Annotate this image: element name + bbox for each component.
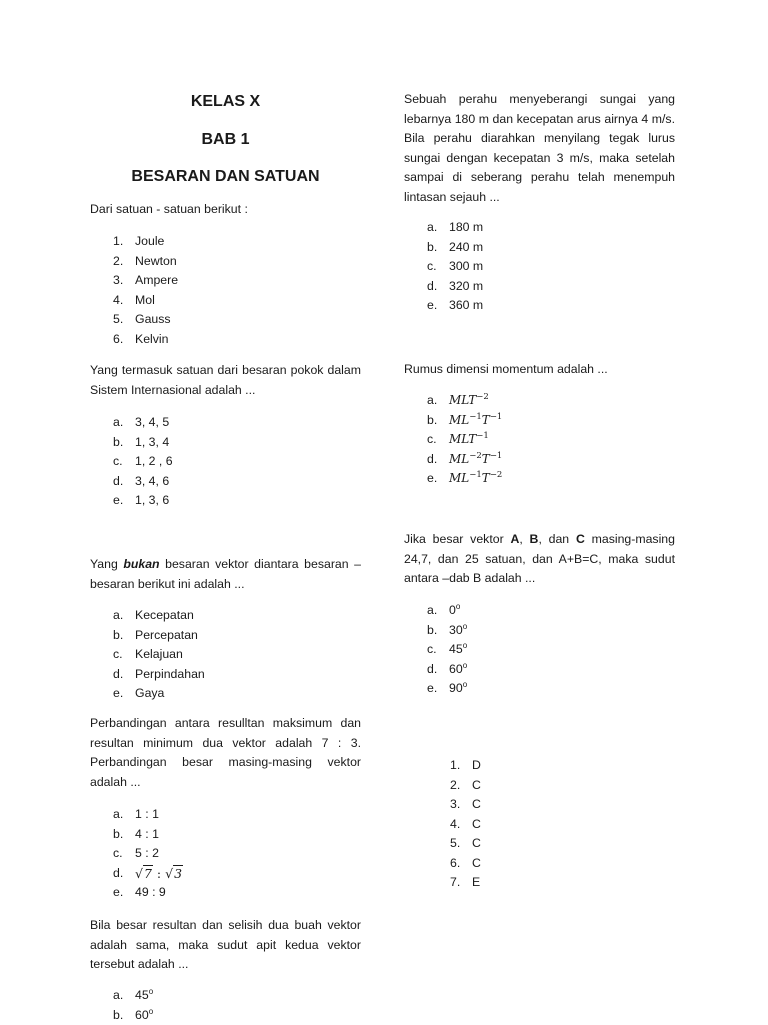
degree-sign: o [463, 680, 467, 689]
q5-options-list [427, 218, 675, 316]
q1-intro: Dari satuan - satuan berikut : [90, 200, 361, 220]
answer-key-list [450, 756, 570, 893]
answer-item [450, 854, 570, 874]
option-marker: d. [427, 660, 449, 680]
answer-number: 3. [450, 795, 472, 815]
option-marker: c. [113, 452, 135, 472]
option-text: 45 [449, 642, 463, 656]
option-item [113, 864, 361, 884]
option-text: 49 : 9 [135, 883, 361, 903]
option-item [113, 665, 361, 685]
dimension-base: ML [449, 452, 469, 466]
option-item [427, 257, 675, 277]
option-text: 60 [135, 1008, 149, 1022]
q6-options-list [427, 391, 675, 489]
list-text: Gauss [135, 310, 361, 330]
option-text: 360 m [449, 296, 675, 316]
dimension-base: MLT [449, 432, 476, 446]
dimension-exponent: −2 [490, 470, 503, 480]
option-item [427, 601, 675, 621]
option-item [427, 430, 675, 450]
option-text: 3, 4, 5 [135, 413, 361, 433]
option-item [113, 1006, 361, 1025]
option-item [113, 433, 361, 453]
option-item [427, 218, 675, 238]
dimension-formula [449, 391, 675, 411]
option-marker: a. [427, 391, 449, 411]
dimension-base: MLT [449, 393, 476, 407]
answer-letter: D [472, 756, 570, 776]
option-item [427, 277, 675, 297]
answer-number: 6. [450, 854, 472, 874]
option-marker: d. [427, 450, 449, 470]
list-marker: 3. [113, 271, 135, 291]
answer-number: 5. [450, 834, 472, 854]
option-text: 320 m [449, 277, 675, 297]
option-marker: c. [427, 640, 449, 660]
list-marker: 1. [113, 232, 135, 252]
option-item [113, 645, 361, 665]
option-item [113, 606, 361, 626]
option-text: 1, 3, 4 [135, 433, 361, 453]
list-item [113, 291, 361, 311]
dimension-exponent: −1 [469, 470, 482, 480]
option-item [113, 452, 361, 472]
q3-question: Perbandingan antara resulltan maksimum dan resultan minimum dua vektor adalah 7 : 3. Perbandingan besar masing-masing vektor adalah ... [90, 714, 361, 792]
option-marker: e. [427, 296, 449, 316]
q7-text: masing-masing 24,7, dan 25 satuan, dan A+B=C, maka sudut antara –dab B adalah ... [404, 532, 675, 585]
option-item [113, 844, 361, 864]
option-marker: a. [113, 805, 135, 825]
answer-number: 4. [450, 815, 472, 835]
answer-item [450, 756, 570, 776]
option-marker: b. [113, 1006, 135, 1025]
option-item [427, 391, 675, 411]
dimension-exponent: −1 [469, 412, 482, 422]
option-marker: e. [113, 684, 135, 704]
option-text: 1 : 1 [135, 805, 361, 825]
option-marker: e. [427, 469, 449, 489]
q3-options-list [113, 805, 361, 903]
q6-question: Rumus dimensi momentum adalah ... [404, 360, 675, 380]
degree-sign: o [149, 1007, 153, 1016]
list-item [113, 271, 361, 291]
ratio-separator: : [153, 866, 165, 881]
degree-sign: o [456, 602, 460, 611]
dimension-exponent: −1 [490, 451, 503, 461]
answer-letter: C [472, 834, 570, 854]
dimension-formula [449, 469, 675, 489]
answer-letter: C [472, 815, 570, 835]
option-marker: d. [113, 864, 135, 884]
list-marker: 5. [113, 310, 135, 330]
option-text: 60 [449, 662, 463, 676]
answer-letter: C [472, 776, 570, 796]
option-marker: e. [113, 883, 135, 903]
option-text: 45 [135, 988, 149, 1002]
option-marker: a. [113, 606, 135, 626]
q2-question-pre: Yang [90, 557, 123, 571]
option-marker: b. [427, 621, 449, 641]
q7-text: , dan [538, 532, 576, 546]
answer-item [450, 873, 570, 893]
dimension-formula [449, 430, 675, 450]
q4-options-list [113, 986, 361, 1025]
option-marker: d. [113, 665, 135, 685]
option-item [427, 296, 675, 316]
q2-question [90, 555, 361, 594]
answer-letter: E [472, 873, 570, 893]
dimension-base: ML [449, 413, 469, 427]
q5-question: Sebuah perahu menyeberangi sungai yang lebarnya 180 m dan kecepatan arus airnya 4 m/s. Bila perahu diarahkan menyilang tegak lurus sungai dengan kecepatan 3 m/s, maka setelah sampai di seberang perahu telah menempuh lintasan sejauh ... [404, 90, 675, 207]
option-text: 180 m [449, 218, 675, 238]
option-text: 240 m [449, 238, 675, 258]
answer-number: 1. [450, 756, 472, 776]
vector-label-a: A [510, 532, 519, 546]
dimension-formula [449, 450, 675, 470]
option-text: Perpindahan [135, 665, 361, 685]
option-marker: c. [113, 844, 135, 864]
option-marker: a. [427, 601, 449, 621]
option-item [427, 238, 675, 258]
answer-item [450, 834, 570, 854]
dimension-base: T [482, 452, 490, 466]
dimension-exponent: −2 [469, 451, 482, 461]
q2-question-post: besaran vektor diantara besaran – besaran berikut ini adalah ... [90, 557, 361, 591]
q7-question [404, 530, 675, 589]
option-item [113, 472, 361, 492]
option-marker: a. [113, 986, 135, 1006]
q2-options-list [113, 606, 361, 704]
option-item [427, 469, 675, 489]
option-text: 1, 2 , 6 [135, 452, 361, 472]
option-text: 4 : 1 [135, 825, 361, 845]
dimension-base: T [482, 471, 490, 485]
q2-question-emphasis: bukan [123, 557, 159, 571]
list-item [113, 252, 361, 272]
option-marker: d. [427, 277, 449, 297]
list-item [113, 232, 361, 252]
option-text: 0 [449, 603, 456, 617]
list-text: Kelvin [135, 330, 361, 350]
doc-title-chapter: BAB 1 [90, 130, 361, 150]
dimension-formula [449, 411, 675, 431]
option-marker: c. [427, 430, 449, 450]
option-text: Gaya [135, 684, 361, 704]
answer-item [450, 776, 570, 796]
option-marker: e. [427, 679, 449, 699]
option-text: 3, 4, 6 [135, 472, 361, 492]
dimension-exponent: −1 [476, 431, 489, 441]
list-item [113, 310, 361, 330]
sqrt-ratio: √7 : √3 [135, 864, 361, 884]
option-text: Percepatan [135, 626, 361, 646]
degree-sign: o [463, 641, 467, 650]
option-marker: b. [427, 238, 449, 258]
option-item [427, 450, 675, 470]
option-text: Kecepatan [135, 606, 361, 626]
answer-number: 7. [450, 873, 472, 893]
degree-sign: o [463, 661, 467, 670]
option-marker: b. [113, 825, 135, 845]
option-item [427, 411, 675, 431]
answer-letter: C [472, 795, 570, 815]
list-text: Newton [135, 252, 361, 272]
answer-number: 2. [450, 776, 472, 796]
list-marker: 6. [113, 330, 135, 350]
q1-question: Yang termasuk satuan dari besaran pokok dalam Sistem Internasional adalah ... [90, 361, 361, 400]
list-text: Ampere [135, 271, 361, 291]
degree-sign: o [149, 987, 153, 996]
option-marker: e. [113, 491, 135, 511]
option-marker: c. [113, 645, 135, 665]
option-item [427, 621, 675, 641]
doc-title-topic: BESARAN DAN SATUAN [90, 167, 361, 187]
option-marker: b. [113, 626, 135, 646]
q7-text: , [519, 532, 529, 546]
option-item [427, 679, 675, 699]
q1-options-list [113, 413, 361, 511]
list-marker: 4. [113, 291, 135, 311]
doc-title-class: KELAS X [90, 92, 361, 112]
option-item [113, 986, 361, 1006]
list-item [113, 330, 361, 350]
dimension-base: T [482, 413, 490, 427]
vector-label-c: C [576, 532, 585, 546]
option-text: 90 [449, 681, 463, 695]
option-item [113, 883, 361, 903]
option-text: 30 [449, 623, 463, 637]
option-item [427, 640, 675, 660]
dimension-exponent: −2 [476, 392, 489, 402]
option-item [427, 660, 675, 680]
list-text: Joule [135, 232, 361, 252]
list-text: Mol [135, 291, 361, 311]
q7-text: Jika besar vektor [404, 532, 510, 546]
option-text: Kelajuan [135, 645, 361, 665]
option-text: 1, 3, 6 [135, 491, 361, 511]
answer-letter: C [472, 854, 570, 874]
option-text: 300 m [449, 257, 675, 277]
option-marker: a. [113, 413, 135, 433]
q7-options-list [427, 601, 675, 699]
option-item [113, 491, 361, 511]
option-item [113, 825, 361, 845]
option-item [113, 413, 361, 433]
option-marker: c. [427, 257, 449, 277]
vector-label-b: B [530, 532, 539, 546]
answer-item [450, 795, 570, 815]
option-item [113, 626, 361, 646]
option-marker: b. [427, 411, 449, 431]
radicand: 3 [173, 865, 183, 881]
list-marker: 2. [113, 252, 135, 272]
radicand: 7 [143, 865, 153, 881]
option-item [113, 805, 361, 825]
option-marker: a. [427, 218, 449, 238]
q4-question: Bila besar resultan dan selisih dua buah vektor adalah sama, maka sudut apit kedua vektor tersebut adalah ... [90, 916, 361, 975]
option-marker: b. [113, 433, 135, 453]
dimension-base: ML [449, 471, 469, 485]
dimension-exponent: −1 [490, 412, 503, 422]
option-text: 5 : 2 [135, 844, 361, 864]
option-item [113, 684, 361, 704]
option-marker: d. [113, 472, 135, 492]
degree-sign: o [463, 622, 467, 631]
q1-items-list [113, 232, 361, 349]
answer-item [450, 815, 570, 835]
